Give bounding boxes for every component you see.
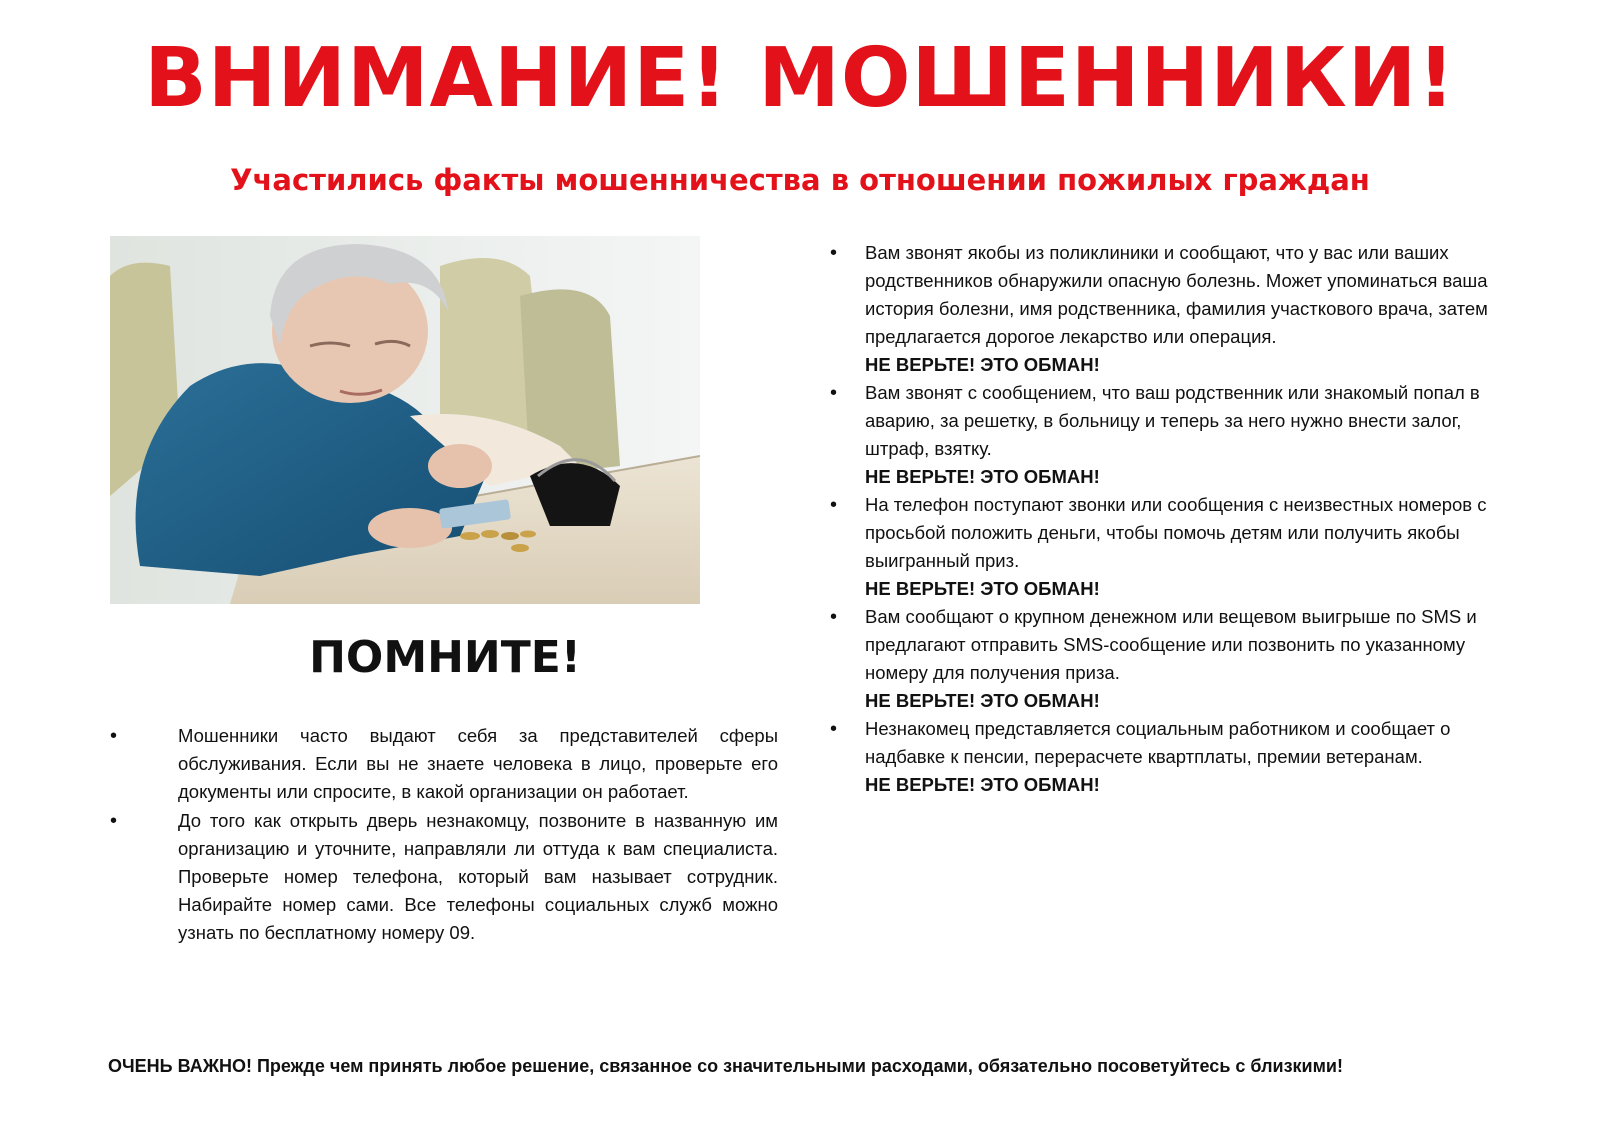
bullet: •: [830, 382, 838, 404]
important-note: ОЧЕНЬ ВАЖНО! Прежде чем принять любое решение, связанное со значительными расходами, обязательно посоветуйтесь с близкими!: [108, 1056, 1343, 1076]
list-item-text: Вам сообщают о крупном денежном или вещевом выигрыше по SMS и предлагают отправить SMS-сообщение или позвонить по указанному номеру для получения приза.: [865, 606, 1477, 683]
bullet: •: [830, 494, 838, 516]
remember-list: [110, 722, 778, 948]
page-subtitle: Участились факты мошенничества в отношении пожилых граждан: [230, 163, 1370, 197]
warning-label: НЕ ВЕРЬТЕ! ЭТО ОБМАН!: [865, 690, 1100, 711]
list-item: [110, 807, 778, 947]
bullet: •: [110, 725, 118, 747]
bullet: •: [830, 718, 838, 740]
list-item-text: Мошенники часто выдают себя за представителей сферы обслуживания. Если вы не знаете человека в лицо, проверьте его документы или спросите, в какой организации он работает.: [178, 725, 778, 802]
elderly-woman-photo: [110, 236, 700, 604]
list-item: [830, 239, 1490, 379]
list-item: [830, 491, 1490, 603]
list-item: [110, 722, 778, 806]
page-title: ВНИМАНИЕ! МОШЕННИКИ!: [144, 31, 1456, 126]
list-item-text: На телефон поступают звонки или сообщения с неизвестных номеров с просьбой положить деньги, чтобы помочь детям или получить якобы выигранный приз.: [865, 494, 1487, 571]
bullet: •: [830, 606, 838, 628]
list-item: [830, 379, 1490, 491]
list-item-text: Вам звонят якобы из поликлиники и сообщают, что у вас или ваших родственников обнаружили опасную болезнь. Может упоминаться ваша история болезни, имя родственника, фамилия участкового врача, затем предлагается дорогое лекарство или операция.: [865, 242, 1488, 347]
warning-label: НЕ ВЕРЬТЕ! ЭТО ОБМАН!: [865, 578, 1100, 599]
bullet: •: [830, 242, 838, 264]
list-item-text: Вам звонят с сообщением, что ваш родственник или знакомый попал в аварию, за решетку, в больницу и теперь за него нужно внести залог, штраф, взятку.: [865, 382, 1480, 459]
warning-label: НЕ ВЕРЬТЕ! ЭТО ОБМАН!: [865, 774, 1100, 795]
warnings-list: [830, 239, 1490, 799]
list-item: [830, 603, 1490, 715]
list-item-text: До того как открыть дверь незнакомцу, позвоните в названную им организацию и уточните, направляли ли оттуда к вам специалиста. Проверьте номер телефона, который вам называет сотрудник. Набирайте номер сами. Все телефоны социальных служб можно узнать по бесплатному номеру 09.: [178, 810, 778, 943]
remember-heading: ПОМНИТЕ!: [309, 632, 581, 683]
warning-label: НЕ ВЕРЬТЕ! ЭТО ОБМАН!: [865, 466, 1100, 487]
list-item: [830, 715, 1490, 799]
bullet: •: [110, 810, 118, 832]
warning-label: НЕ ВЕРЬТЕ! ЭТО ОБМАН!: [865, 354, 1100, 375]
list-item-text: Незнакомец представляется социальным работником и сообщает о надбавке к пенсии, перерасчете квартплаты, премии ветеранам.: [865, 718, 1451, 767]
